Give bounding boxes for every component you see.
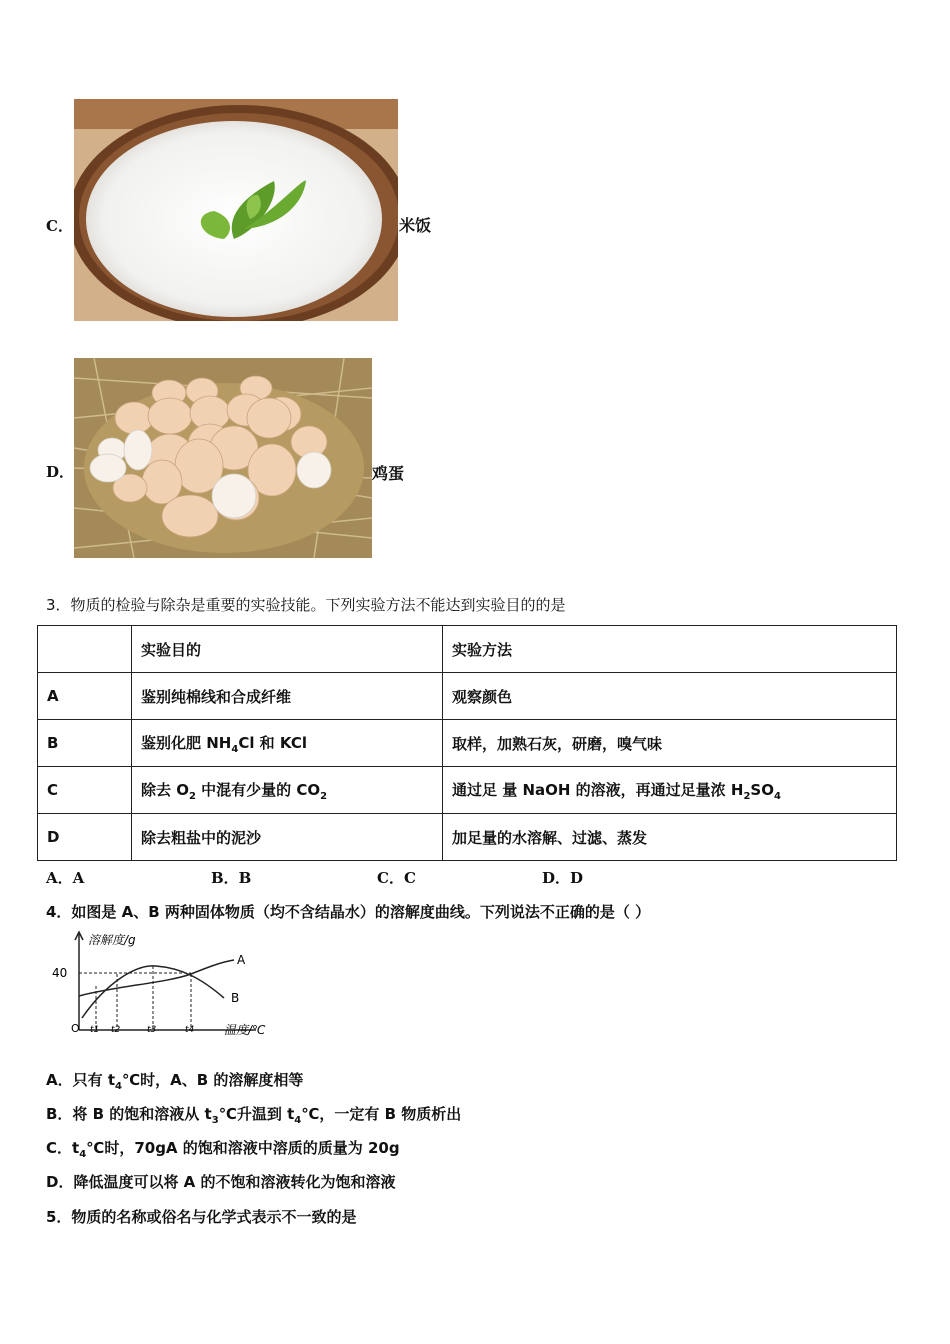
eggs-image xyxy=(74,358,372,558)
q4-option-c[interactable]: C．$t_4℃$时，70gA 的饱和溶液中溶质的质量为 20g xyxy=(46,1139,400,1160)
row-method: 观察颜色 xyxy=(443,673,897,720)
row-method: 取样，加熟石灰，研磨，嗅气味 xyxy=(443,720,897,767)
option-c-letter: C． xyxy=(46,217,73,235)
q4-stem: 4．如图是 A、B 两种固体物质（均不含结晶水）的溶解度曲线。下列说法不正确的是（ ） xyxy=(46,903,651,921)
row-label: D xyxy=(38,814,132,861)
y-axis-label: 溶解度/g xyxy=(88,933,136,947)
row-method: 通过足 量 NaOH 的溶液，再通过足量浓 $H_2SO_4$ xyxy=(443,767,897,814)
series-b-label: B xyxy=(231,991,240,1005)
x-tick-t4: t4 xyxy=(185,1025,195,1035)
row-goal: 除去 $O_2$ 中混有少量的 $CO_2$ xyxy=(132,767,443,814)
row-label: C xyxy=(38,767,132,814)
row-goal: 鉴别化肥 $NH_4Cl$ 和 KCl xyxy=(132,720,443,767)
row-method: 加足量的水溶解、过滤、蒸发 xyxy=(443,814,897,861)
series-a-label: A xyxy=(237,953,246,967)
q4-option-a[interactable]: A．只有 $t_4℃$时，A、B 的溶解度相等 xyxy=(46,1071,304,1092)
table-header-cell xyxy=(38,626,132,673)
option-c-caption: 米饭 xyxy=(399,216,432,235)
x-tick-t3: t3 xyxy=(147,1025,157,1035)
y-axis-mark-40: 40 xyxy=(52,966,68,980)
x-tick-origin: O xyxy=(71,1022,80,1035)
row-goal: 除去粗盐中的泥沙 xyxy=(132,814,443,861)
rice-bowl-image xyxy=(74,99,398,321)
rice-bowl-icon xyxy=(74,99,398,321)
x-tick-t2: t2 xyxy=(111,1025,121,1035)
solubility-chart-svg xyxy=(46,928,286,1040)
table-row xyxy=(38,673,897,720)
answer-option-d[interactable]: D．D xyxy=(542,869,584,887)
answer-option-c[interactable]: C．C xyxy=(377,869,416,887)
q5-stem: 5．物质的名称或俗名与化学式表示不一致的是 xyxy=(46,1208,357,1226)
row-goal: 鉴别纯棉线和合成纤维 xyxy=(132,673,443,720)
table-row xyxy=(38,626,897,673)
table-row xyxy=(38,767,897,814)
x-axis-label: 温度/℃ xyxy=(224,1023,266,1037)
experiment-table xyxy=(37,625,897,861)
table-header-cell: 实验目的 xyxy=(132,626,443,673)
x-tick-t1: t1 xyxy=(90,1025,100,1035)
table-header-cell: 实验方法 xyxy=(443,626,897,673)
eggs-in-nest-icon xyxy=(74,358,372,558)
solubility-chart xyxy=(46,928,286,1040)
row-label: A xyxy=(38,673,132,720)
row-label: B xyxy=(38,720,132,767)
option-d-letter: D． xyxy=(46,463,75,481)
q3-stem: 3．物质的检验与除杂是重要的实验技能。下列实验方法不能达到实验目的的是 xyxy=(46,596,566,614)
table-row xyxy=(38,814,897,861)
answer-option-a[interactable]: A．A xyxy=(46,869,85,887)
answer-option-b[interactable]: B．B xyxy=(211,869,252,887)
q4-option-b[interactable]: B．将 B 的饱和溶液从 $t_3℃$升温到 $t_4℃$，一定有 B 物质析出 xyxy=(46,1105,462,1126)
option-d-caption: 鸡蛋 xyxy=(372,464,405,483)
q4-option-d[interactable]: D．降低温度可以将 A 的不饱和溶液转化为饱和溶液 xyxy=(46,1173,396,1191)
table-row xyxy=(38,720,897,767)
